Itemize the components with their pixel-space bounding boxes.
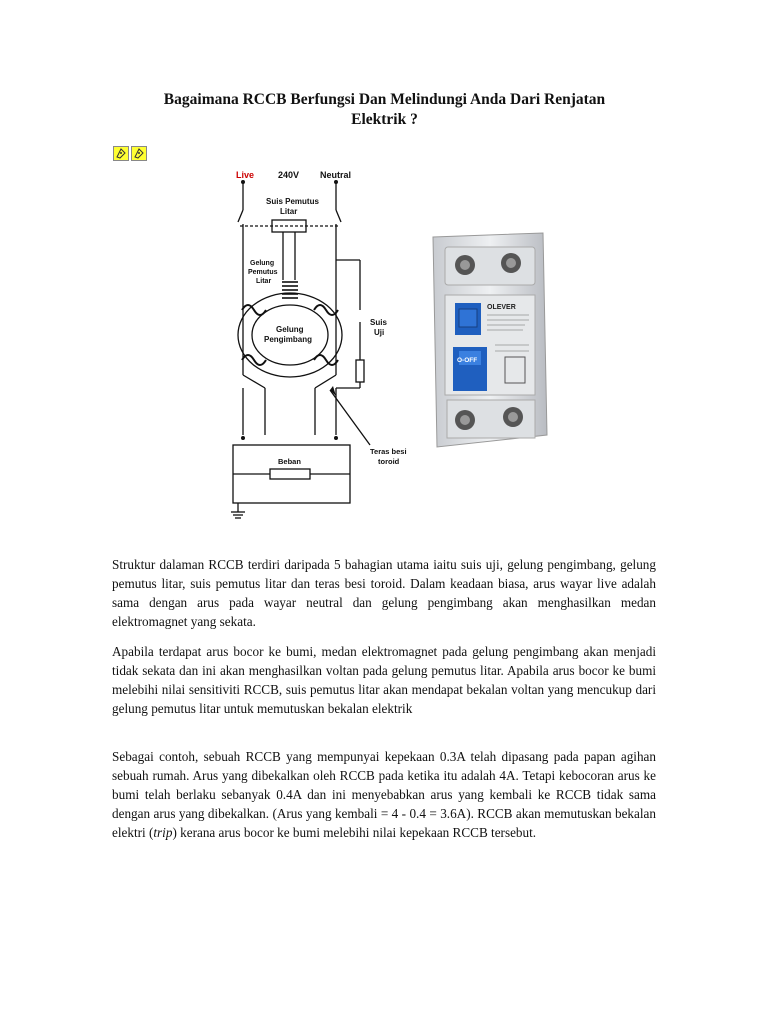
emoticon-icon [113, 146, 129, 161]
trip-coil-label-line2: Pemutus [248, 269, 278, 276]
trip-coil-label-line1: Gelung [250, 260, 275, 267]
paragraph-structure: Struktur dalaman RCCB terdiri daripada 5 bahagian utama iaitu suis uji, gelung pengimbang, gelung pemutus litar, suis pemutus litar dan teras besi toroid. Dalam keadaan biasa, arus wayar live adalah sama dengan arus pada wayar neutral dan gelung pengimbang akan menghasilkan medan elektromagnet yang sekata. [112, 557, 656, 629]
paragraph-example [112, 747, 656, 842]
paragraph-example-trip: trip [153, 825, 173, 840]
title-line-2: Elektrik ? [351, 111, 418, 128]
balance-coil-label-line2: Pengimbang [264, 335, 313, 344]
paragraph-example-part1: Sebagai contoh, sebuah RCCB yang mempunyai kepekaan 0.3A telah dipasang pada papan agihan sebuah rumah. Arus yang dibekalkan oleh RCCB pada ketika itu adalah 4A. Tetapi kebocoran arus ke bumi telah berlaku sebanyak 0.4A dan ini menyebabkan arus yang kembali ke RCCB tidak sama dengan arus yang dibekalkan. (Arus yang kembali = 4 - 0.4 = 3.6A). RCCB akan memutuskan bekalan elektri ( [112, 749, 656, 840]
page-title [112, 90, 657, 130]
title-line-1: Bagaimana RCCB Berfungsi Dan Melindungi Anda Dari Renjatan [163, 91, 606, 108]
rccb-device-image [425, 225, 555, 455]
live-label: Live [236, 170, 255, 180]
balance-coil-label-line1: Gelung [276, 325, 304, 334]
test-switch-label-line2: Uji [374, 328, 385, 337]
paragraph-example-part2: ) kerana arus bocor ke bumi melebihi nilai kepekaan RCCB tersebut. [172, 825, 537, 840]
load-label: Beban [278, 457, 301, 466]
emoticon-icon [131, 146, 147, 161]
breaker-label-line1: Suis Pemutus [266, 197, 319, 206]
core-label-line2: toroid [378, 457, 400, 466]
emoticon-group [113, 146, 147, 161]
core-label-line1: Teras besi [370, 447, 407, 456]
device-brand: OLEVER [487, 304, 516, 311]
breaker-label-line2: Litar [280, 207, 298, 216]
voltage-label: 240V [278, 170, 300, 180]
neutral-label: Neutral [320, 170, 352, 180]
device-off-label: O-OFF [457, 357, 478, 364]
paragraph-leakage: Apabila terdapat arus bocor ke bumi, medan elektromagnet pada gelung pengimbang akan menjadi tidak sekata dan ini akan menghasilkan voltan pada gelung pemutus litar. Apabila arus bocor ke bumi melebihi nilai sensitiviti RCCB, suis pemutus litar akan mendapat bekalan voltan yang mencukup dari gelung pemutus litar untuk memutuskan bekalan elektrik [112, 644, 656, 716]
trip-coil-label-line3: Litar [256, 278, 272, 285]
rccb-circuit-diagram [220, 160, 430, 530]
test-switch-label-line1: Suis [370, 318, 387, 327]
